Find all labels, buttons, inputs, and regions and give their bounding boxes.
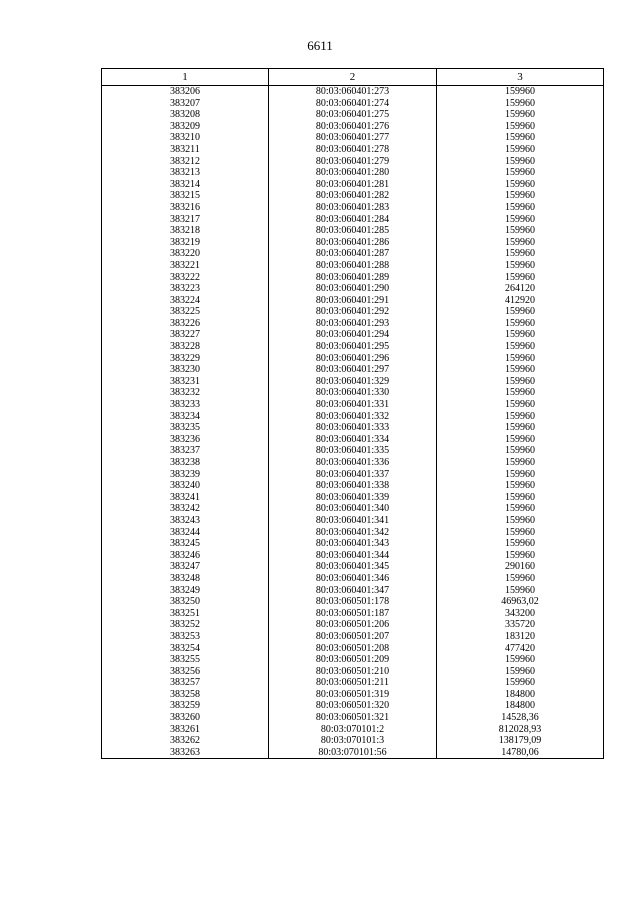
table-cell-col-3: 159960 [437,341,604,353]
table-cell-col-2: 80:03:060401:278 [269,144,437,156]
table-row [102,376,604,388]
table-cell-col-1: 383252 [102,619,269,631]
table-cell-col-3: 159960 [437,376,604,388]
table-cell-col-3: 159960 [437,492,604,504]
table-cell-col-3: 159960 [437,225,604,237]
table-cell-col-2: 80:03:060501:319 [269,689,437,701]
table-row [102,260,604,272]
table-cell-col-1: 383206 [102,86,269,98]
table-cell-col-1: 383231 [102,376,269,388]
table-row [102,121,604,133]
table-cell-col-1: 383248 [102,573,269,585]
table-cell-col-1: 383253 [102,631,269,643]
table-cell-col-1: 383259 [102,700,269,712]
table-cell-col-3: 159960 [437,445,604,457]
table-row [102,457,604,469]
table-cell-col-1: 383256 [102,666,269,678]
table-cell-col-3: 159960 [437,109,604,121]
table-cell-col-3: 159960 [437,272,604,284]
table-cell-col-3: 159960 [437,329,604,341]
table-row [102,387,604,399]
table-cell-col-1: 383255 [102,654,269,666]
table-cell-col-3: 159960 [437,156,604,168]
table-cell-col-1: 383219 [102,237,269,249]
table-cell-col-1: 383212 [102,156,269,168]
table-row [102,248,604,260]
table-row [102,283,604,295]
table-cell-col-3: 159960 [437,387,604,399]
table-row [102,631,604,643]
table-cell-col-1: 383207 [102,98,269,110]
table-cell-col-3: 159960 [437,86,604,98]
table-cell-col-1: 383257 [102,677,269,689]
table-cell-col-3: 159960 [437,515,604,527]
table-row [102,561,604,573]
table-cell-col-3: 812028,93 [437,724,604,736]
table-row [102,747,604,759]
table-row [102,515,604,527]
table-cell-col-2: 80:03:060401:337 [269,469,437,481]
table-cell-col-3: 138179,09 [437,735,604,747]
table-cell-col-1: 383250 [102,596,269,608]
table-cell-col-3: 264120 [437,283,604,295]
table-cell-col-3: 159960 [437,411,604,423]
table-row [102,503,604,515]
table-cell-col-1: 383223 [102,283,269,295]
table-cell-col-2: 80:03:060401:344 [269,550,437,562]
table-cell-col-2: 80:03:060401:288 [269,260,437,272]
table-row [102,190,604,202]
table-row [102,272,604,284]
table-row [102,214,604,226]
table-cell-col-3: 159960 [437,399,604,411]
table-cell-col-1: 383254 [102,643,269,655]
table-cell-col-1: 383262 [102,735,269,747]
table-cell-col-3: 159960 [437,480,604,492]
table-cell-col-2: 80:03:060401:297 [269,364,437,376]
table-cell-col-2: 80:03:060401:340 [269,503,437,515]
table-cell-col-1: 383225 [102,306,269,318]
table-cell-col-2: 80:03:060401:281 [269,179,437,191]
table-row [102,608,604,620]
table-cell-col-1: 383238 [102,457,269,469]
table-cell-col-3: 14528,36 [437,712,604,724]
table-cell-col-3: 159960 [437,353,604,365]
table-cell-col-1: 383226 [102,318,269,330]
table-cell-col-1: 383239 [102,469,269,481]
table-row [102,109,604,121]
table-cell-col-1: 383251 [102,608,269,620]
table-row [102,492,604,504]
table-cell-col-3: 159960 [437,132,604,144]
table-cell-col-2: 80:03:060401:296 [269,353,437,365]
table-cell-col-2: 80:03:060401:339 [269,492,437,504]
table-cell-col-3: 159960 [437,677,604,689]
table-row [102,156,604,168]
table-cell-col-2: 80:03:060401:287 [269,248,437,260]
table-row [102,434,604,446]
table-row [102,573,604,585]
table-cell-col-3: 159960 [437,121,604,133]
table-cell-col-2: 80:03:060401:282 [269,190,437,202]
table-cell-col-2: 80:03:060401:330 [269,387,437,399]
table-cell-col-2: 80:03:070101:3 [269,735,437,747]
table-row [102,364,604,376]
table-row [102,596,604,608]
table-body [102,86,604,759]
table-row [102,445,604,457]
table-cell-col-1: 383245 [102,538,269,550]
table-cell-col-1: 383263 [102,747,269,759]
table-row [102,179,604,191]
table-cell-col-1: 383210 [102,132,269,144]
table-cell-col-1: 383218 [102,225,269,237]
table-cell-col-2: 80:03:060401:284 [269,214,437,226]
table-cell-col-1: 383230 [102,364,269,376]
table-cell-col-3: 159960 [437,550,604,562]
table-row [102,202,604,214]
table-cell-col-1: 383236 [102,434,269,446]
table-row [102,144,604,156]
table-cell-col-2: 80:03:060401:274 [269,98,437,110]
table-cell-col-1: 383214 [102,179,269,191]
page-number: 6611 [307,38,333,53]
table-cell-col-2: 80:03:060401:293 [269,318,437,330]
table-row [102,677,604,689]
table-cell-col-1: 383235 [102,422,269,434]
table-cell-col-3: 159960 [437,98,604,110]
table-cell-col-3: 159960 [437,214,604,226]
table-cell-col-1: 383215 [102,190,269,202]
table-cell-col-3: 159960 [437,306,604,318]
table-row [102,480,604,492]
table-cell-col-1: 383213 [102,167,269,179]
table-cell-col-1: 383241 [102,492,269,504]
table-cell-col-3: 159960 [437,167,604,179]
table-cell-col-2: 80:03:060401:279 [269,156,437,168]
table-cell-col-3: 159960 [437,573,604,585]
table-cell-col-3: 477420 [437,643,604,655]
table-cell-col-2: 80:03:060401:334 [269,434,437,446]
table-row [102,538,604,550]
table-cell-col-2: 80:03:060401:342 [269,527,437,539]
table-cell-col-2: 80:03:060401:336 [269,457,437,469]
table-row [102,527,604,539]
table-cell-col-3: 159960 [437,538,604,550]
table-cell-col-2: 80:03:060501:208 [269,643,437,655]
table-row [102,724,604,736]
table-row [102,643,604,655]
table-cell-col-2: 80:03:060501:206 [269,619,437,631]
table-row [102,666,604,678]
column-header-1: 1 [102,69,269,86]
table-cell-col-1: 383247 [102,561,269,573]
table-cell-col-3: 290160 [437,561,604,573]
table-cell-col-2: 80:03:060401:275 [269,109,437,121]
table-row [102,329,604,341]
table-cell-col-2: 80:03:060501:209 [269,654,437,666]
table-row [102,700,604,712]
table-row [102,341,604,353]
table-cell-col-3: 159960 [437,503,604,515]
table-row [102,98,604,110]
table-cell-col-2: 80:03:060401:331 [269,399,437,411]
table-cell-col-2: 80:03:060501:211 [269,677,437,689]
table-cell-col-1: 383258 [102,689,269,701]
table-cell-col-2: 80:03:060401:285 [269,225,437,237]
table-row [102,237,604,249]
table-cell-col-1: 383224 [102,295,269,307]
table-cell-col-3: 335720 [437,619,604,631]
table-cell-col-1: 383243 [102,515,269,527]
table-cell-col-1: 383232 [102,387,269,399]
table-cell-col-1: 383244 [102,527,269,539]
table-cell-col-2: 80:03:060401:338 [269,480,437,492]
table-cell-col-1: 383240 [102,480,269,492]
table-cell-col-3: 159960 [437,585,604,597]
table-row [102,225,604,237]
table-cell-col-3: 159960 [437,434,604,446]
table-cell-col-2: 80:03:060501:178 [269,596,437,608]
table-cell-col-3: 159960 [437,260,604,272]
table-cell-col-2: 80:03:060401:341 [269,515,437,527]
table-cell-col-3: 159960 [437,144,604,156]
table-cell-col-2: 80:03:060401:276 [269,121,437,133]
table-row [102,353,604,365]
table-cell-col-3: 159960 [437,457,604,469]
table-row [102,654,604,666]
table-cell-col-2: 80:03:070101:56 [269,747,437,759]
table-cell-col-1: 383237 [102,445,269,457]
table-cell-col-1: 383222 [102,272,269,284]
table-cell-col-3: 159960 [437,666,604,678]
table-cell-col-1: 383260 [102,712,269,724]
table-cell-col-3: 159960 [437,527,604,539]
table-cell-col-2: 80:03:060501:187 [269,608,437,620]
table-cell-col-3: 159960 [437,202,604,214]
table-row [102,86,604,98]
table-cell-col-3: 159960 [437,654,604,666]
table-cell-col-2: 80:03:060401:277 [269,132,437,144]
table-cell-col-2: 80:03:060501:207 [269,631,437,643]
table-cell-col-1: 383242 [102,503,269,515]
table-cell-col-1: 383246 [102,550,269,562]
table-cell-col-3: 159960 [437,364,604,376]
table-cell-col-2: 80:03:060501:321 [269,712,437,724]
table-cell-col-3: 159960 [437,190,604,202]
table-row [102,550,604,562]
table-cell-col-1: 383228 [102,341,269,353]
table-row [102,318,604,330]
table-cell-col-1: 383249 [102,585,269,597]
table-cell-col-2: 80:03:060401:289 [269,272,437,284]
table-cell-col-3: 184800 [437,700,604,712]
table-row [102,167,604,179]
table-row [102,585,604,597]
table-cell-col-2: 80:03:060401:292 [269,306,437,318]
table-cell-col-2: 80:03:060401:333 [269,422,437,434]
column-header-2: 2 [269,69,437,86]
table-row [102,411,604,423]
table-cell-col-1: 383211 [102,144,269,156]
table-row [102,712,604,724]
table-cell-col-1: 383234 [102,411,269,423]
table-cell-col-1: 383220 [102,248,269,260]
table-cell-col-1: 383261 [102,724,269,736]
table-cell-col-1: 383233 [102,399,269,411]
table-row [102,619,604,631]
table-row [102,689,604,701]
table-cell-col-3: 183120 [437,631,604,643]
table-cell-col-1: 383208 [102,109,269,121]
table-cell-col-2: 80:03:060401:329 [269,376,437,388]
table-cell-col-1: 383229 [102,353,269,365]
table-cell-col-1: 383227 [102,329,269,341]
table-cell-col-3: 412920 [437,295,604,307]
table-cell-col-1: 383221 [102,260,269,272]
table-cell-col-1: 383209 [102,121,269,133]
table-row [102,399,604,411]
table-cell-col-1: 383216 [102,202,269,214]
table-cell-col-2: 80:03:060401:346 [269,573,437,585]
table-cell-col-3: 159960 [437,179,604,191]
table-row [102,422,604,434]
table-cell-col-3: 14780,06 [437,747,604,759]
table-row [102,735,604,747]
data-table [101,68,604,759]
table-cell-col-2: 80:03:060401:295 [269,341,437,353]
column-header-3: 3 [437,69,604,86]
table-cell-col-3: 159960 [437,248,604,260]
table-cell-col-3: 159960 [437,237,604,249]
table-cell-col-1: 383217 [102,214,269,226]
table-cell-col-2: 80:03:060401:273 [269,86,437,98]
table-cell-col-2: 80:03:060401:294 [269,329,437,341]
table-cell-col-2: 80:03:060501:210 [269,666,437,678]
table-header-row [102,69,604,86]
table-row [102,132,604,144]
table-cell-col-2: 80:03:070101:2 [269,724,437,736]
table-cell-col-2: 80:03:060401:335 [269,445,437,457]
table-cell-col-2: 80:03:060401:332 [269,411,437,423]
table-cell-col-3: 184800 [437,689,604,701]
table-cell-col-3: 159960 [437,318,604,330]
table-cell-col-2: 80:03:060401:291 [269,295,437,307]
table-cell-col-2: 80:03:060401:290 [269,283,437,295]
table-row [102,469,604,481]
table-cell-col-2: 80:03:060401:286 [269,237,437,249]
table-row [102,295,604,307]
table-cell-col-2: 80:03:060401:280 [269,167,437,179]
table-cell-col-2: 80:03:060401:283 [269,202,437,214]
table-cell-col-2: 80:03:060501:320 [269,700,437,712]
table-cell-col-2: 80:03:060401:345 [269,561,437,573]
table-cell-col-2: 80:03:060401:347 [269,585,437,597]
table-cell-col-3: 159960 [437,422,604,434]
table-cell-col-2: 80:03:060401:343 [269,538,437,550]
table-cell-col-3: 159960 [437,469,604,481]
table-cell-col-3: 343200 [437,608,604,620]
table-row [102,306,604,318]
table-cell-col-3: 46963,02 [437,596,604,608]
